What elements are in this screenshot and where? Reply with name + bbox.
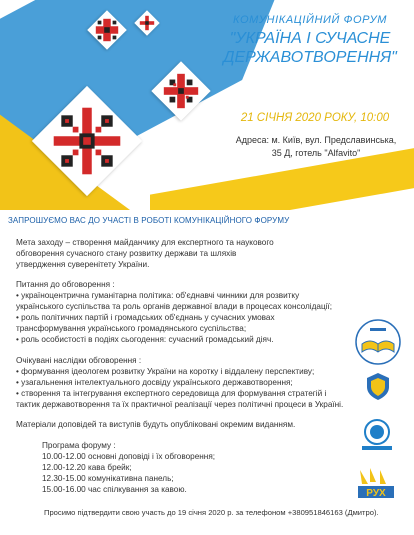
address-line1: Адреса: м. Київ, вул. Предславинська,	[235, 135, 397, 145]
event-date: 21 СІЧНЯ 2020 РОКУ, 10:00	[240, 112, 390, 124]
forum-title-line1: "УКРАЇНА І СУЧАСНЕ	[229, 30, 391, 47]
goal-line: Мета заходу – створення майданчику для експертного та наукового	[16, 238, 274, 247]
materials-note: Матеріали доповідей та виступів будуть опубліковані окремим виданням.	[16, 420, 296, 429]
result-item: тактик державотворення та їх практичної реалізації через політичні процеси в Україні.	[16, 400, 344, 409]
result-item: • формування ідеологем розвитку України на коротку і віддалену перспективу;	[16, 367, 315, 376]
question-item: • україноцентрична гуманітарна політика: об'єднавчі чинники для розвитку	[16, 291, 300, 300]
svg-text:РУХ: РУХ	[366, 488, 386, 499]
result-item: • узагальнення інтелектуального досвіду українського державотворення;	[16, 378, 293, 387]
open-book-logo	[350, 318, 406, 366]
question-item: • роль політичних партій і громадських об'єднань у сучасних умовах	[16, 313, 275, 322]
program-item: 10.00-12.00 основні доповіді і їх обговорення;	[42, 452, 216, 461]
question-item: • роль особистості в подіях сьогодення: сучасний громадський діяч.	[16, 335, 274, 344]
goal-line: обговорення сучасного стану розвитку держави та шляхів	[16, 249, 237, 258]
program-item: 15.00-16.00 час спілкування за кавою.	[42, 485, 187, 494]
question-item: українського суспільства та роль органів державної влади в процесах консолідації;	[16, 302, 333, 311]
forum-title-line2: ДЕРЖАВОТВОРЕННЯ"	[223, 49, 397, 66]
address-line2: 35 Д, готель "Alfavito"	[271, 148, 361, 158]
rukh-logo	[354, 466, 398, 502]
results-title: Очікувані наслідки обговорення :	[16, 356, 142, 365]
question-item: трансформування українського громадянського суспільства;	[16, 324, 247, 333]
goal-line: утвердження суверенітету України.	[16, 260, 150, 269]
shield-logo	[362, 370, 394, 402]
program-item: 12.30-15.00 комунікативна панель;	[42, 474, 174, 483]
result-item: • створення та інтегрування експертного середовища для формування стратегій і	[16, 389, 327, 398]
program-title: Програма форуму :	[42, 441, 116, 450]
forum-kind: КОМУНІКАЦІЙНИЙ ФОРУМ	[233, 14, 387, 26]
confirm-note: Просимо підтвердити свою участь до 19 січня 2020 р. за телефоном +380951846163 (Дмитро).	[44, 508, 379, 517]
program-item: 12.00-12.20 кава брейк;	[42, 463, 132, 472]
questions-title: Питання до обговорення :	[16, 280, 115, 289]
svobomo-logo	[356, 418, 398, 452]
intro-heading: ЗАПРОШУЄМО ВАС ДО УЧАСТІ В РОБОТІ КОМУНІКАЦІЙНОГО ФОРУМУ	[8, 216, 290, 225]
